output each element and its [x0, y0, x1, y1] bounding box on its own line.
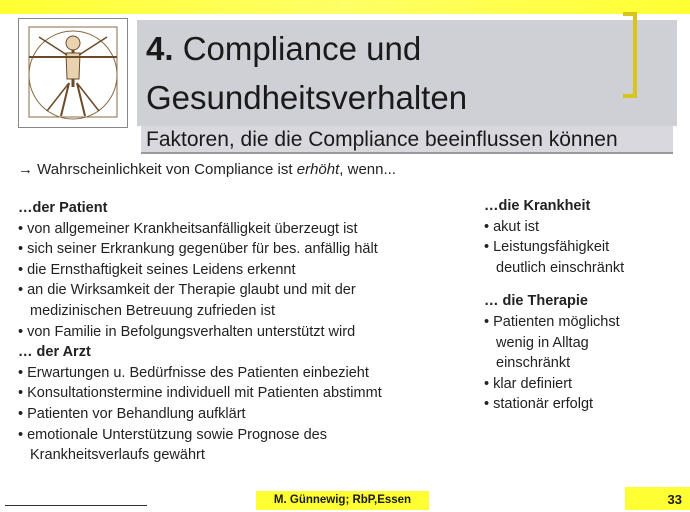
intro-tail: , wenn... [339, 161, 396, 178]
list-item-continuation: medizinischen Betreuung zufrieden ist [30, 302, 276, 319]
list-item: • von Familie in Befolgungsverhalten unterstützt wird [18, 323, 356, 340]
vitruvian-man-icon [18, 18, 128, 128]
therapie-heading: … die Therapie [484, 293, 588, 310]
list-item-continuation: Krankheitsverlaufs gewährt [30, 447, 205, 464]
arzt-heading: … der Arzt [18, 344, 91, 361]
list-item: • stationär erfolgt [484, 396, 594, 413]
slide-title-line1 [146, 29, 421, 69]
slide-subtitle: Faktoren, die die Compliance beeinflussen können [146, 128, 618, 151]
title-number: 4. [146, 30, 174, 67]
list-item: • von allgemeiner Krankheitsanfälligkeit überzeugt ist [18, 220, 358, 237]
list-item: • Patienten vor Behandlung aufklärt [18, 405, 246, 422]
patient-heading: …der Patient [18, 200, 108, 216]
list-item: • Patienten möglichst [484, 313, 620, 330]
list-item: • akut ist [484, 218, 540, 235]
title-bracket-decoration [623, 12, 637, 98]
list-item: • Erwartungen u. Bedürfnisse des Patienten einbezieht [18, 364, 369, 381]
top-accent-bar [0, 0, 690, 14]
list-item-continuation: einschränkt [496, 355, 571, 372]
spacer [484, 278, 684, 291]
footer-author: M. Günnewig; RbP,Essen [256, 491, 429, 510]
list-item: • die Ernsthaftigkeit seines Leidens erkennt [18, 261, 296, 278]
page-number: 33 [625, 487, 690, 510]
list-item: • emotionale Unterstützung sowie Prognose des [18, 426, 327, 443]
intro-emphasis: erhöht [296, 161, 340, 178]
footer-divider [5, 505, 147, 506]
list-item: • Leistungsfähigkeit [484, 239, 610, 256]
title-text-1: Compliance und [182, 30, 422, 67]
list-item: • sich seiner Erkrankung gegenüber für bes. anfällig hält [18, 241, 378, 258]
list-item-continuation: deutlich einschränkt [496, 259, 625, 276]
intro-text: Wahrscheinlichkeit von Compliance ist [37, 161, 293, 178]
list-item: • klar definiert [484, 375, 573, 392]
right-column [484, 196, 684, 415]
krankheit-heading: …die Krankheit [484, 198, 591, 214]
left-column [18, 198, 478, 466]
slide-title-line2: Gesundheitsverhalten [146, 79, 468, 116]
intro-line [18, 160, 396, 180]
arrow-icon: → [18, 161, 33, 178]
list-item-continuation: wenig in Alltag [496, 334, 589, 351]
list-item: • Konsultationstermine individuell mit Patienten abstimmt [18, 385, 382, 402]
list-item: • an die Wirksamkeit der Therapie glaubt und mit der [18, 282, 356, 299]
